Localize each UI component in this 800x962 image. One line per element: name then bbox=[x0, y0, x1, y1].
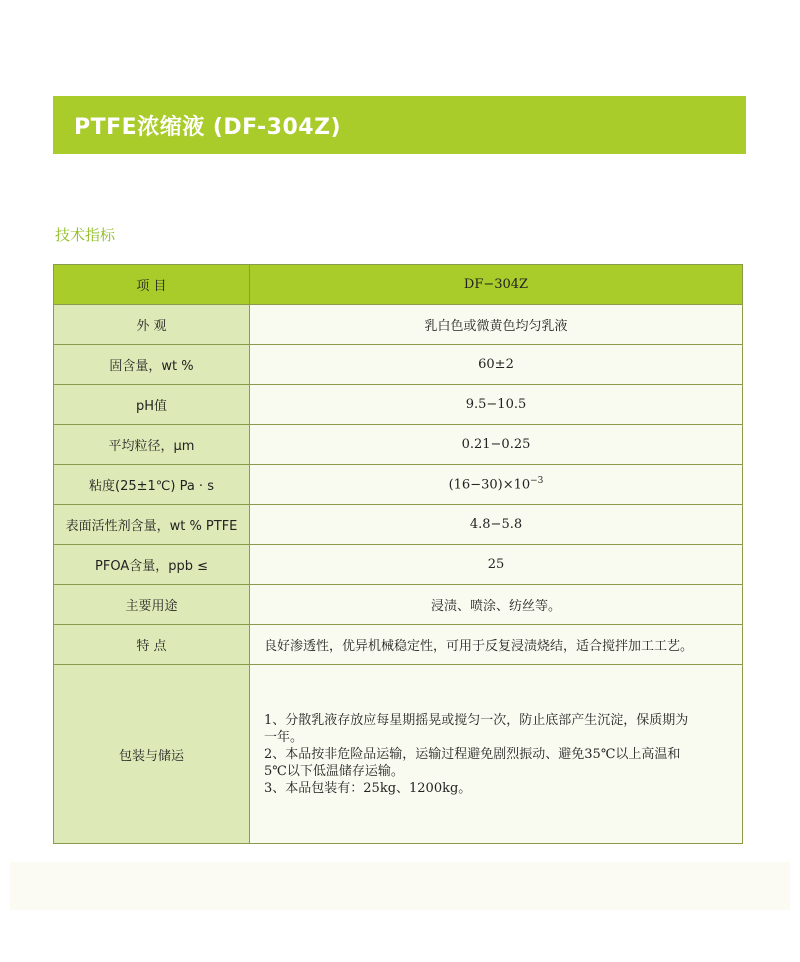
row-label: 外 观 bbox=[54, 305, 250, 345]
row-label: 表面活性剂含量，wt % PTFE bbox=[54, 505, 250, 545]
row-value: 9.5−10.5 bbox=[250, 385, 743, 425]
row-label: PFOA含量，ppb ≤ bbox=[54, 545, 250, 585]
row-value: 0.21−0.25 bbox=[250, 425, 743, 465]
table-row bbox=[54, 585, 743, 625]
table-header-row bbox=[54, 265, 743, 305]
spec-table bbox=[53, 264, 743, 844]
row-label: pH值 bbox=[54, 385, 250, 425]
row-label: 特 点 bbox=[54, 625, 250, 665]
viscosity-value: (16−30)×10 bbox=[448, 477, 531, 493]
row-value: 25 bbox=[250, 545, 743, 585]
header-value: DF−304Z bbox=[250, 265, 743, 305]
row-value: 良好渗透性，优异机械稳定性，可用于反复浸渍烧结，适合搅拌加工工艺。 bbox=[250, 625, 743, 665]
packaging-line: 3、本品包装有：25kg、1200kg。 bbox=[264, 780, 472, 796]
row-value bbox=[250, 465, 743, 505]
table-row-packaging bbox=[54, 665, 743, 844]
packaging-line: 一年。 bbox=[264, 729, 304, 745]
table-row bbox=[54, 425, 743, 465]
row-value: 60±2 bbox=[250, 345, 743, 385]
viscosity-exponent: −3 bbox=[530, 476, 544, 487]
row-label: 固含量，wt % bbox=[54, 345, 250, 385]
row-value: 乳白色或微黄色均匀乳液 bbox=[250, 305, 743, 345]
page-title: PTFE浓缩液 (DF-304Z) bbox=[74, 114, 342, 140]
header-bar bbox=[53, 96, 746, 154]
section-title: 技术指标 bbox=[55, 226, 116, 244]
packaging-line: 5℃以下低温储存运输。 bbox=[264, 763, 404, 779]
row-value: 浸渍、喷涂、纺丝等。 bbox=[250, 585, 743, 625]
row-value: 4.8−5.8 bbox=[250, 505, 743, 545]
row-label: 粘度(25±1℃) Pa · s bbox=[54, 465, 250, 505]
table-row bbox=[54, 385, 743, 425]
table-row bbox=[54, 625, 743, 665]
packaging-lines bbox=[250, 712, 742, 797]
packaging-line: 1、分散乳液存放应每星期摇晃或搅匀一次，防止底部产生沉淀，保质期为 bbox=[264, 712, 689, 728]
row-label: 主要用途 bbox=[54, 585, 250, 625]
table-row bbox=[54, 345, 743, 385]
packaging-line: 2、本品按非危险品运输，运输过程避免剧烈振动、避免35℃以上高温和 bbox=[264, 746, 681, 762]
row-label: 平均粒径，μm bbox=[54, 425, 250, 465]
footer-fade bbox=[10, 862, 790, 910]
table-row bbox=[54, 305, 743, 345]
table-row bbox=[54, 465, 743, 505]
table-row bbox=[54, 545, 743, 585]
packaging-value bbox=[250, 665, 743, 844]
header-label: 项 目 bbox=[54, 265, 250, 305]
table-row bbox=[54, 505, 743, 545]
row-label: 包装与储运 bbox=[54, 665, 250, 844]
